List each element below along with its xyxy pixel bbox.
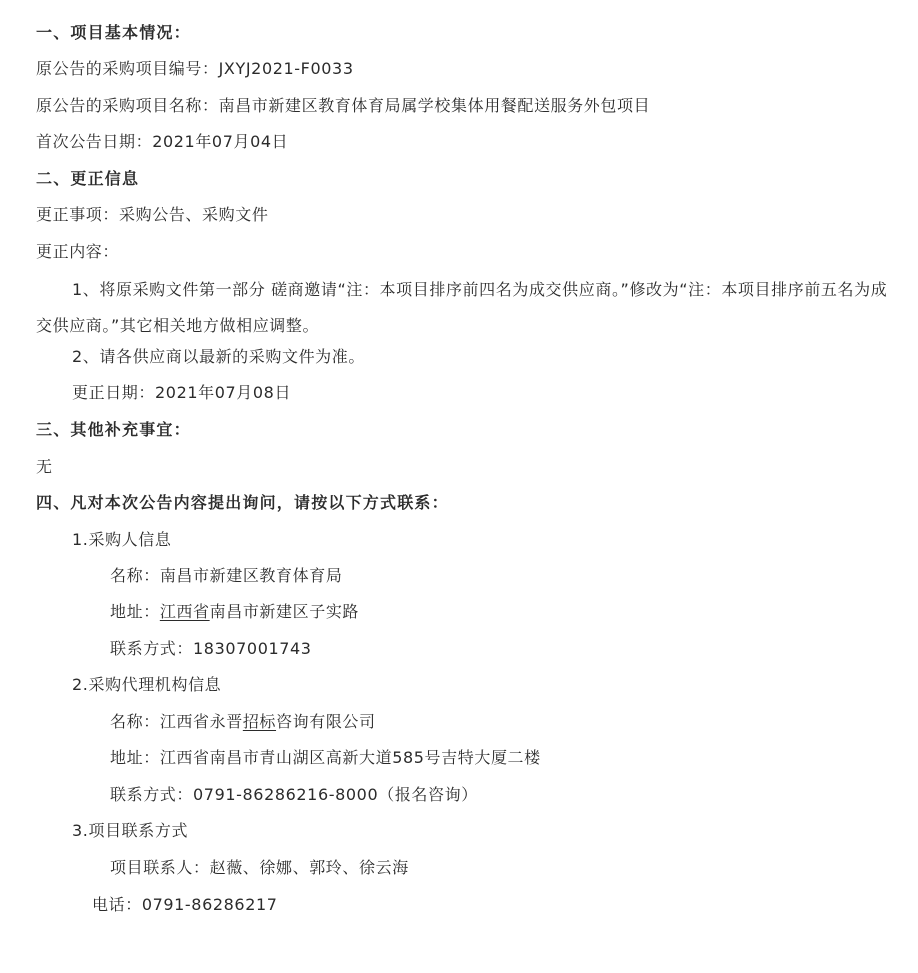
section1-heading: 一、项目基本情况： [36,23,191,42]
purchaser-name-value: 南昌市新建区教育体育局 [159,566,343,585]
agency-name-pre: 江西省永晋 [159,712,243,731]
project-name-row [36,95,650,117]
agency-address-value: 江西省南昌市青山湖区高新大道585号吉特大厦二楼 [159,748,541,767]
purchaser-name-row [110,565,342,587]
first-date-row [36,131,288,153]
agency-name-link[interactable]: 招标 [242,712,277,731]
supplementary-value: 无 [36,457,53,476]
change-content-1: 1、将原采购文件第一部分 磋商邀请“注：本项目排序前四名为成交供应商。”修改为“注：本项目排序前五名为成交供应商。”其它相关地方做相应调整。 [36,280,888,335]
project-contact-person-row [110,857,409,879]
agency-contact-label: 联系方式： [110,785,194,804]
project-contact-title: 3.项目联系方式 [72,821,189,840]
change-content-2: 2、请各供应商以最新的采购文件为准。 [72,347,365,366]
purchaser-name-label: 名称： [110,566,160,585]
agency-name-label: 名称： [110,712,160,731]
purchaser-contact-value: 18307001743 [193,639,312,658]
agency-contact-row [110,784,478,806]
section2-heading: 二、更正信息 [36,169,140,188]
change-items-value: 采购公告、采购文件 [119,205,269,224]
purchaser-contact-label: 联系方式： [110,639,194,658]
change-date-value: 2021年07月08日 [155,383,292,402]
agency-name-post: 咨询有限公司 [276,712,376,731]
section3-heading: 三、其他补充事宜： [36,420,191,439]
section4-heading: 四、凡对本次公告内容提出询问，请按以下方式联系： [36,493,449,512]
purchaser-address-rest: 南昌市新建区子实路 [209,602,360,621]
purchaser-title: 1.采购人信息 [72,530,172,549]
change-date-row [72,382,291,404]
project-contact-person-value: 赵薇、徐娜、郭玲、徐云海 [209,858,409,877]
first-date-value: 2021年07月04日 [152,132,289,151]
project-no-label: 原公告的采购项目编号： [36,59,219,78]
agency-title: 2.采购代理机构信息 [72,675,222,694]
agency-contact-value: 0791-86286216-8000（报名咨询） [193,785,478,804]
agency-address-row [110,747,541,769]
project-contact-phone-label: 电话： [92,895,142,914]
project-contact-person-label: 项目联系人： [110,858,210,877]
project-no-value: JXYJ2021-F0033 [218,59,354,78]
project-contact-phone-row [92,894,278,916]
agency-address-label: 地址： [110,748,160,767]
purchaser-address-link[interactable]: 江西省 [159,602,210,621]
purchaser-address-label: 地址： [110,602,160,621]
project-name-value: 南昌市新建区教育体育局属学校集体用餐配送服务外包项目 [218,96,651,115]
project-contact-phone-value: 0791-86286217 [141,895,278,914]
change-date-label: 更正日期： [72,383,156,402]
purchaser-address-row [110,601,359,623]
project-name-label: 原公告的采购项目名称： [36,96,219,115]
change-items-row [36,204,268,226]
agency-name-row [110,711,376,733]
change-items-label: 更正事项： [36,205,120,224]
purchaser-contact-row [110,638,312,660]
change-content-label: 更正内容： [36,242,120,261]
first-date-label: 首次公告日期： [36,132,153,151]
project-no-row [36,58,354,80]
